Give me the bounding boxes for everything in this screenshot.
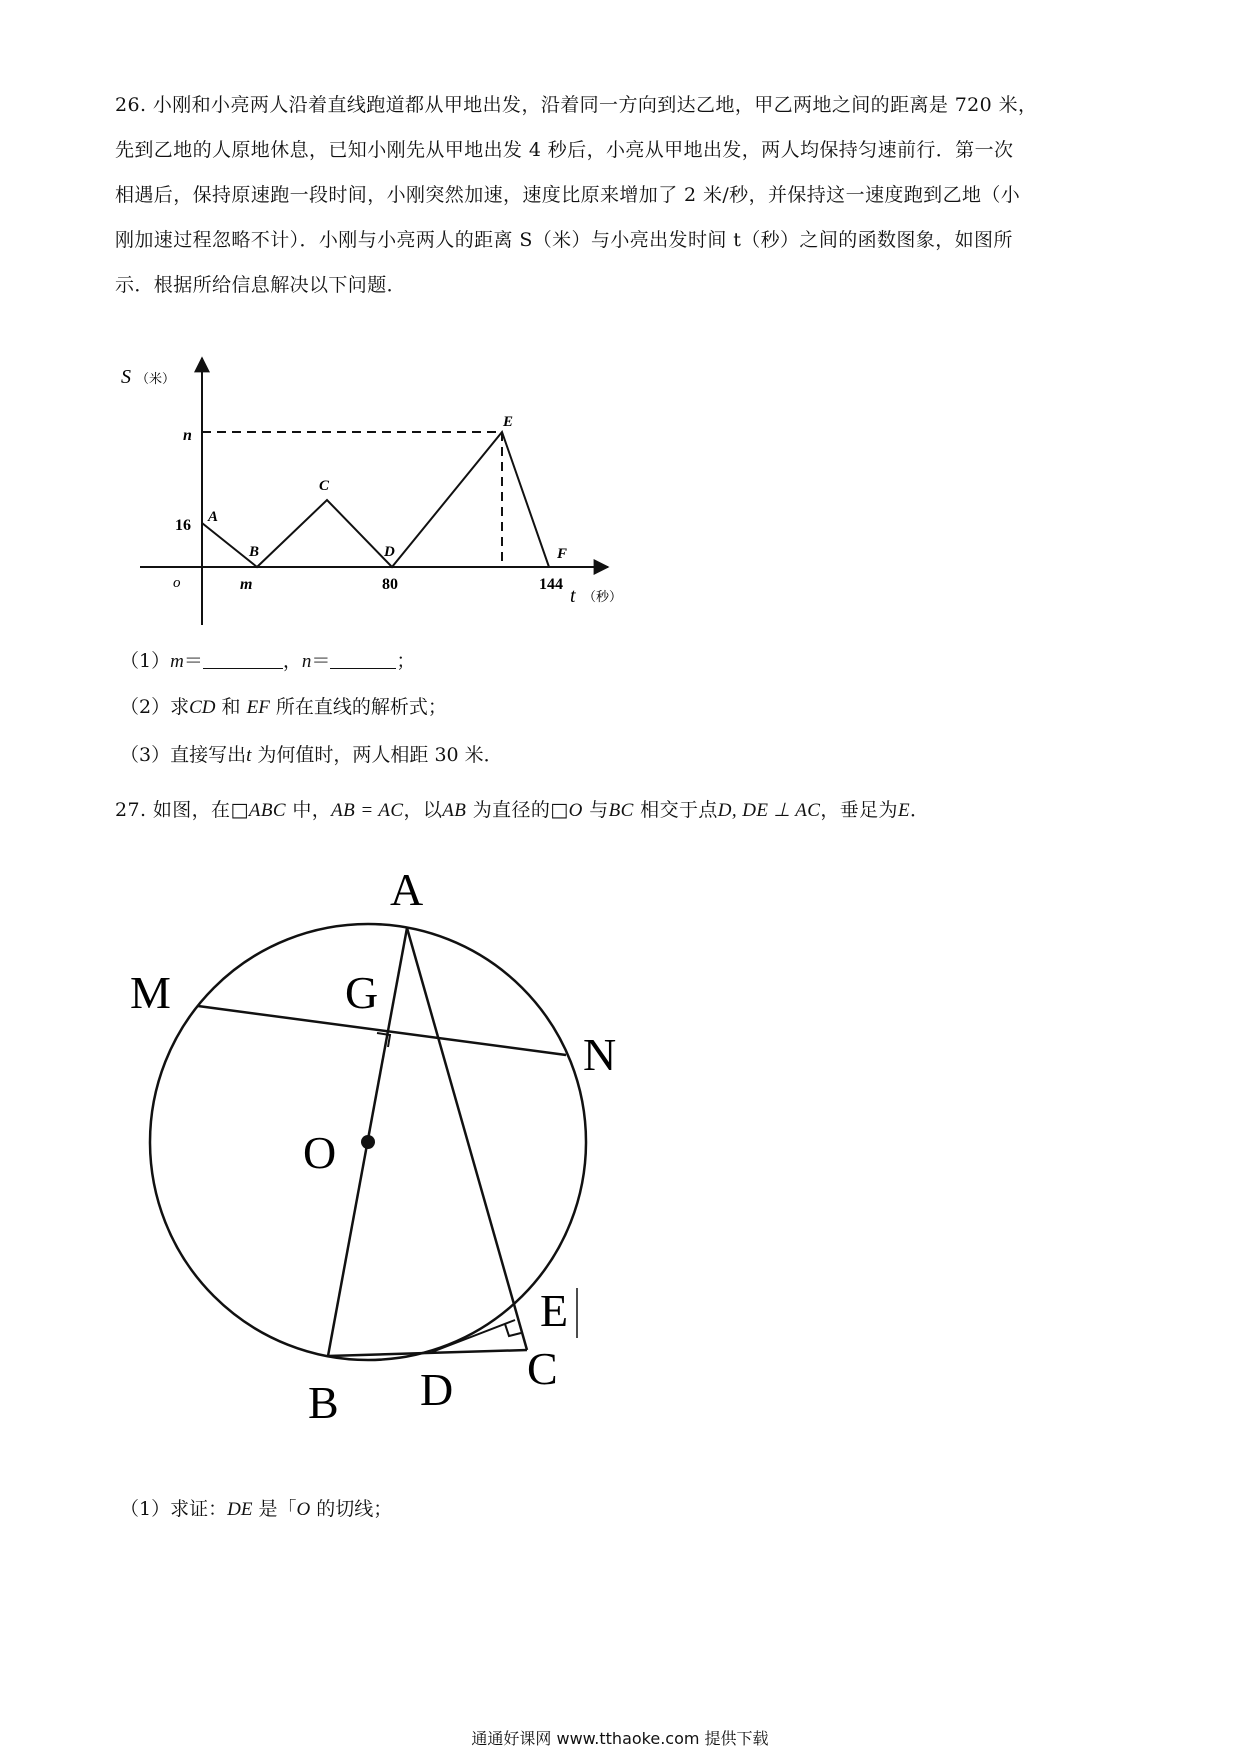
y-tick-n: n — [183, 427, 192, 444]
y-tick-16: 16 — [175, 517, 191, 534]
label-n: N — [583, 1029, 617, 1080]
center-point-o — [361, 1135, 375, 1149]
point-label-f: F — [557, 546, 568, 562]
x-axis-unit: （秒） — [583, 589, 623, 604]
q26-line-2: 先到乙地的人原地休息，已知小刚先从甲地出发 4 秒后，小亮从甲地出发，两人均保持匀速前行．第一次 — [115, 139, 1014, 161]
point-label-c: C — [319, 478, 330, 494]
label-b: B — [308, 1377, 339, 1428]
q26-line-1: 26. 小刚和小亮两人沿着直线跑道都从甲地出发，沿着同一方向到达乙地，甲乙两地之间的距离是 720 米， — [115, 94, 1038, 116]
q26-line-4: 刚加速过程忽略不计）．小刚与小亮两人的距离 S（米）与小亮出发时间 t（秒）之间的函数图象，如图所 — [115, 229, 1013, 251]
q26-sub3: （3）直接写出t 为何值时，两人相距 30 米． — [120, 744, 503, 766]
page-footer: 通通好课网 www.tthaoke.com 提供下载 — [471, 1729, 769, 1748]
label-c: C — [527, 1343, 558, 1394]
y-axis-label: S — [121, 366, 131, 388]
x-tick-m: m — [240, 576, 253, 593]
right-angle-g — [377, 1033, 390, 1047]
q27-sub1: （1）求证：DE 是「O 的切线； — [120, 1498, 393, 1520]
label-g: G — [345, 967, 379, 1018]
point-label-e: E — [503, 414, 514, 430]
right-angle-e — [505, 1324, 521, 1336]
point-label-a: A — [208, 509, 219, 525]
point-label-d: D — [384, 544, 395, 560]
q26-sub1: （1）m＝ ，n＝ ； — [120, 650, 416, 672]
point-label-b: B — [249, 544, 260, 560]
y-axis-unit: （米） — [136, 371, 176, 386]
q26-line-5: 示．根据所给信息解决以下问题． — [115, 274, 407, 296]
segment-de — [432, 1320, 515, 1352]
x-axis-label: t — [570, 585, 576, 607]
label-d: D — [420, 1364, 454, 1415]
label-m: M — [130, 967, 171, 1018]
origin-label: o — [173, 575, 181, 591]
x-tick-80: 80 — [382, 576, 398, 593]
label-o: O — [303, 1127, 337, 1178]
label-a: A — [390, 864, 424, 915]
chord-mn — [198, 1006, 566, 1055]
label-e: E — [540, 1285, 569, 1336]
x-tick-144: 144 — [539, 576, 563, 593]
q26-sub2: （2）求CD 和 EF 所在直线的解析式； — [120, 696, 447, 718]
segment-ac — [407, 928, 527, 1350]
q26-line-3: 相遇后，保持原速跑一段时间，小刚突然加速，速度比原来增加了 2 米/秒，并保持这一速度跑到乙地（小 — [115, 184, 1021, 206]
q27-stem: 27. 如图，在□ABC 中，AB = AC，以AB 为直径的□O 与BC 相交于点D, DE ⊥ AC，垂足为E． — [115, 799, 930, 821]
